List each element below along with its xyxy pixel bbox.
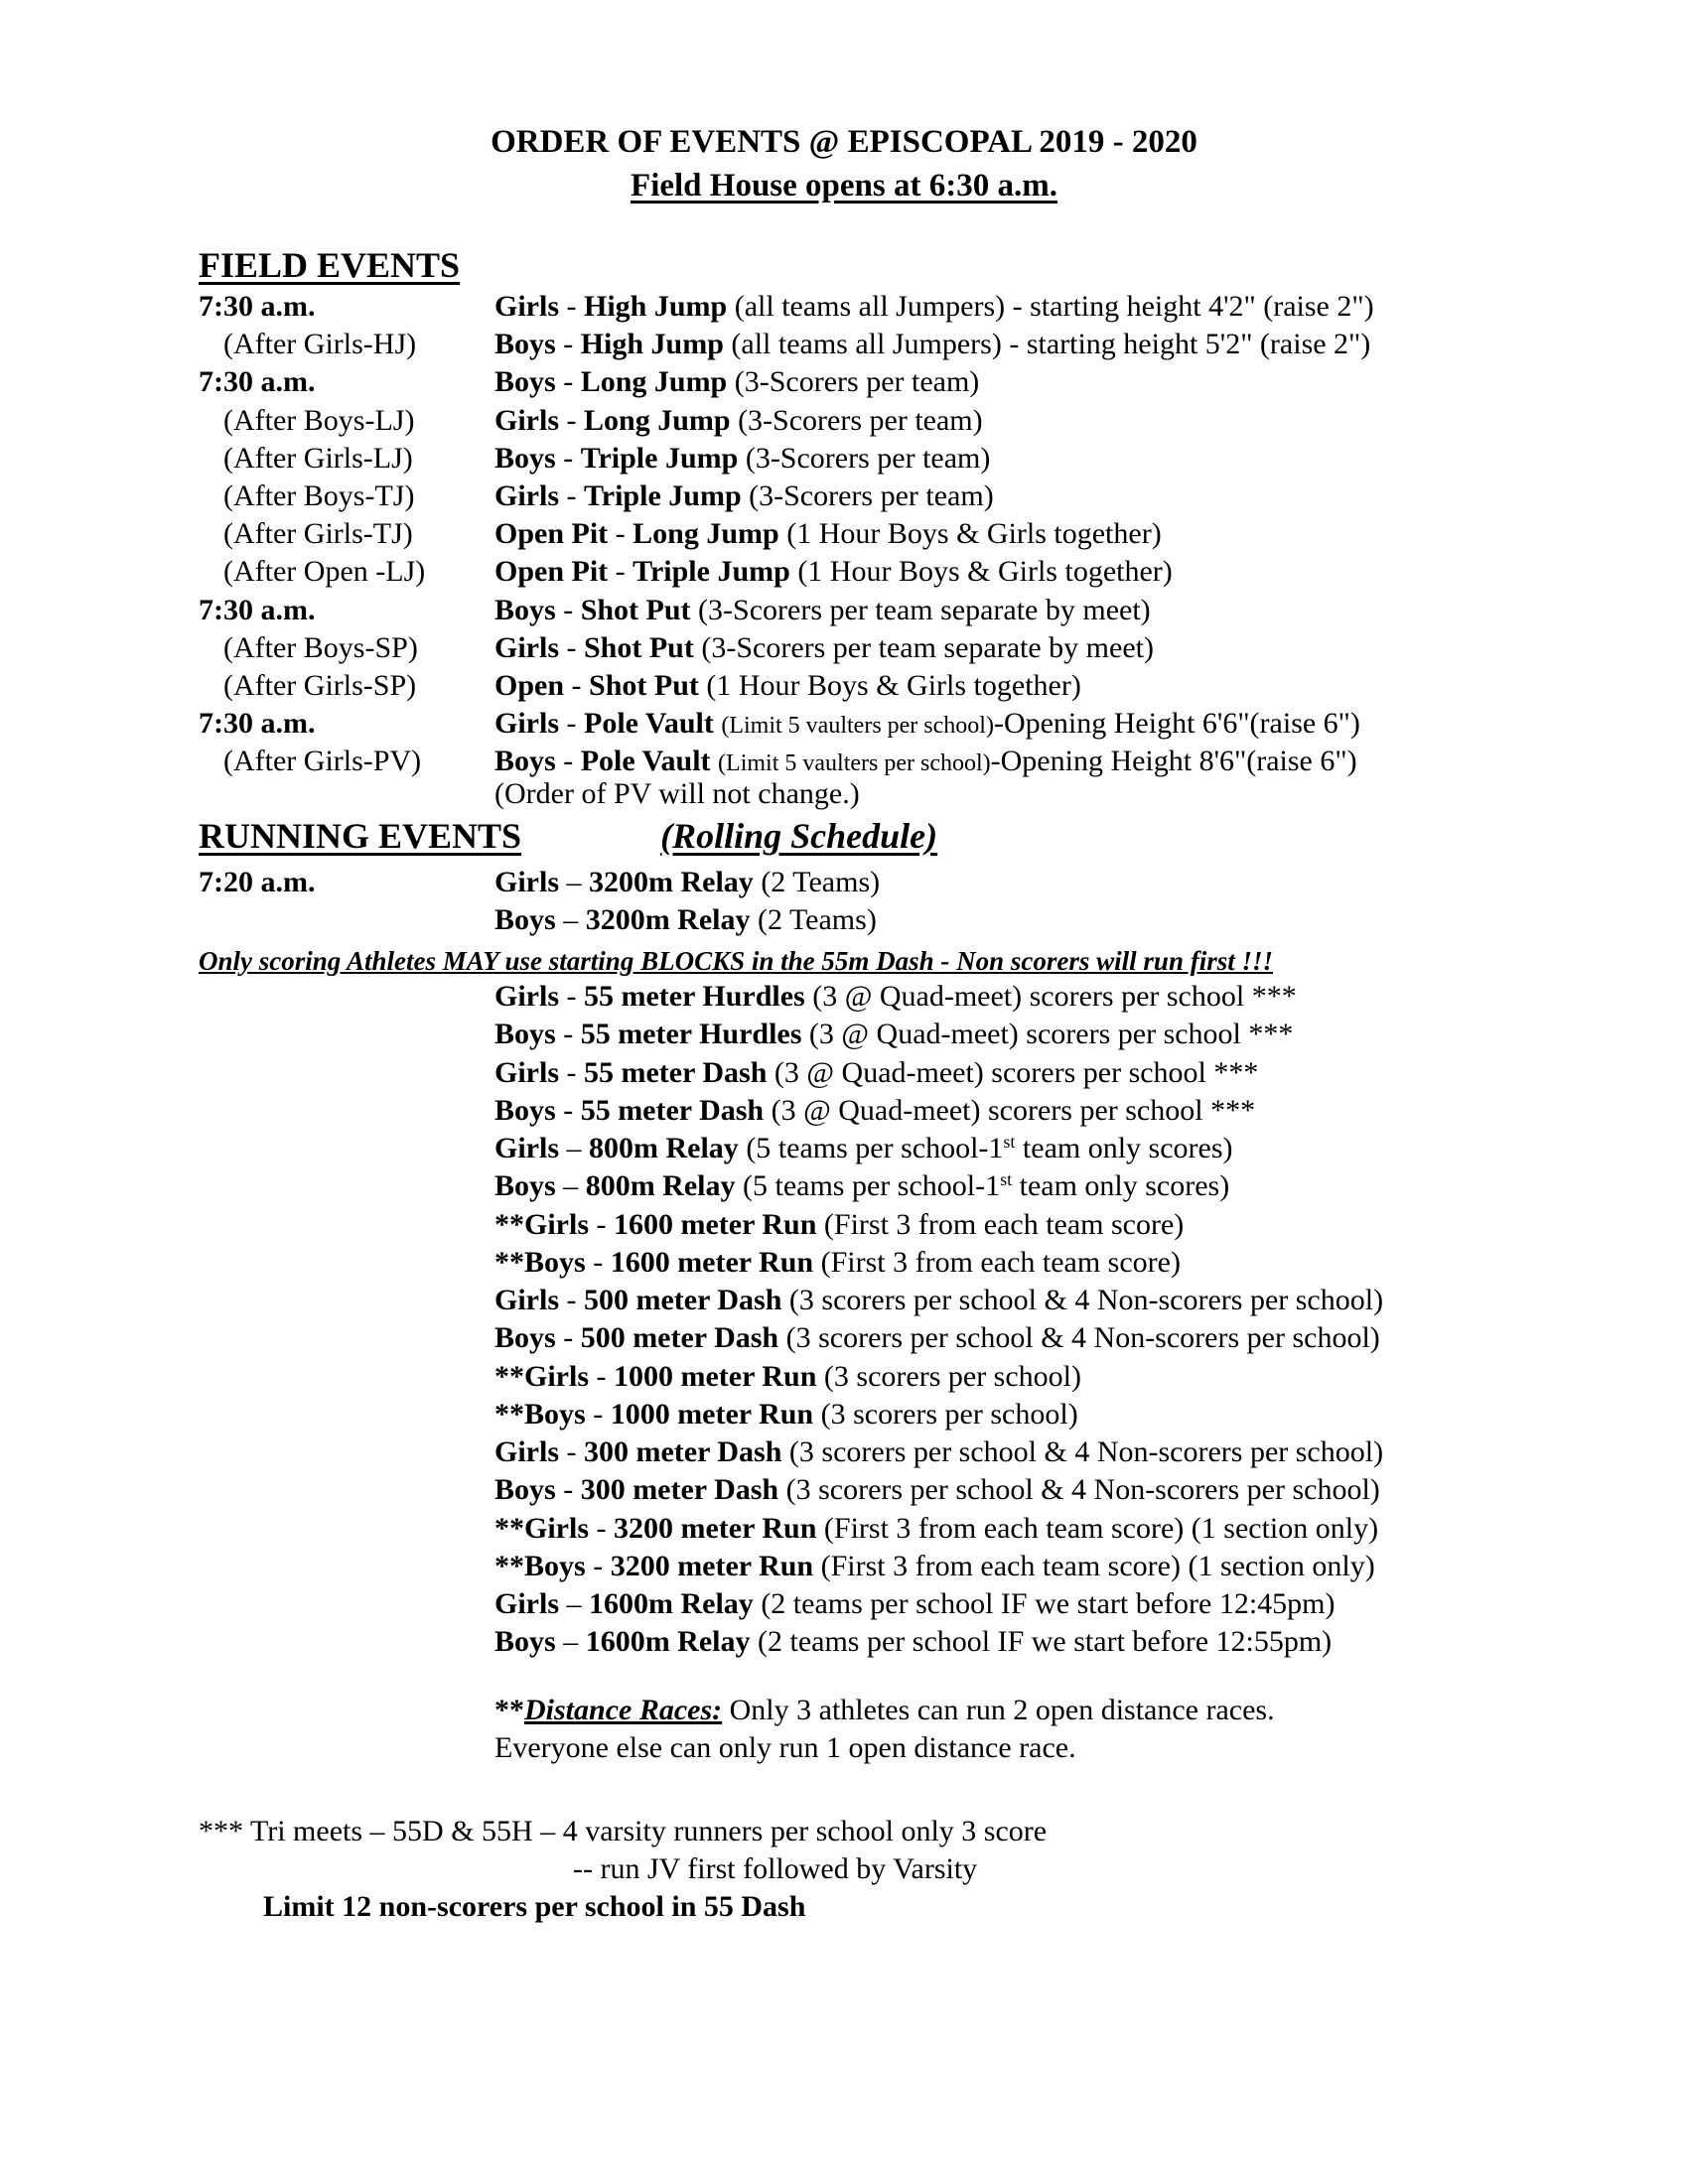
- event-description: **Boys - 1000 meter Run (3 scorers per school): [494, 1397, 1078, 1431]
- field-event-row: [0, 440, 1688, 478]
- event-description: Girls - High Jump (all teams all Jumpers) - starting height 4'2" (raise 2"): [494, 290, 1374, 323]
- event-limit: (Limit 5 vaulters per school): [718, 751, 991, 777]
- event-group: Girls: [524, 1207, 589, 1241]
- event-details: (2 Teams): [758, 903, 877, 936]
- event-details: (3-Scorers per team): [749, 479, 994, 512]
- event-group: Boys: [494, 1018, 556, 1051]
- event-description: Boys - Shot Put (3-Scorers per team separate by meet): [494, 593, 1151, 626]
- event-name: 55 meter Hurdles: [580, 1018, 802, 1051]
- event-group: Boys: [524, 1245, 586, 1279]
- event-description: Girls - 55 meter Dash (3 @ Quad-meet) scorers per school ***: [494, 1055, 1259, 1089]
- event-prefix: **: [494, 1397, 524, 1431]
- blocks-notice: Only scoring Athletes MAY use starting BLOCKS in the 55m Dash - Non scorers will run first !!!: [199, 946, 1273, 976]
- event-description: **Boys - 3200 meter Run (First 3 from each team score) (1 section only): [494, 1549, 1375, 1582]
- event-time: 7:30 a.m.: [199, 365, 316, 399]
- event-group: Girls: [494, 1055, 559, 1089]
- field-event-row: [0, 363, 1688, 401]
- event-description: Girls - Pole Vault (Limit 5 vaulters per school)-Opening Height 6'6"(raise 6"): [494, 707, 1360, 741]
- event-details: (3 @ Quad-meet) scorers per school ***: [808, 1018, 1294, 1051]
- event-details: (3 scorers per school): [820, 1397, 1078, 1431]
- event-name: 500 meter Dash: [580, 1321, 779, 1355]
- running-event-row: [0, 1623, 1688, 1661]
- event-description: Girls - Long Jump (3-Scorers per team): [494, 403, 983, 437]
- event-name: 1000 meter Run: [610, 1397, 814, 1431]
- event-group: Girls: [494, 866, 559, 898]
- field-event-row: [0, 288, 1688, 326]
- event-group: Girls: [494, 1435, 559, 1468]
- event-description: Open - Shot Put (1 Hour Boys & Girls together): [494, 669, 1081, 702]
- event-description: Open Pit - Long Jump (1 Hour Boys & Girls together): [494, 517, 1162, 551]
- event-group: Girls: [494, 1284, 559, 1316]
- running-events-heading: RUNNING EVENTS (Rolling Schedule): [199, 816, 938, 856]
- event-prefix: **: [494, 1511, 524, 1545]
- event-details: (First 3 from each team score): [823, 1207, 1185, 1241]
- tri-meets-note: *** Tri meets – 55D & 55H – 4 varsity runners per school only 3 score: [199, 1815, 1048, 1847]
- event-description: Girls – 3200m Relay (2 Teams): [494, 866, 881, 898]
- event-details: (5 teams per school-1: [743, 1169, 1001, 1203]
- event-name: Pole Vault: [580, 745, 711, 778]
- event-description: Boys – 3200m Relay (2 Teams): [494, 903, 877, 936]
- running-event-row: [0, 1206, 1688, 1244]
- event-name: 1600m Relay: [589, 1587, 754, 1620]
- event-name: Triple Jump: [633, 555, 790, 589]
- event-details: (3-Scorers per team): [738, 403, 983, 437]
- event-group: Boys: [494, 365, 556, 399]
- event-group: Open: [494, 669, 565, 702]
- event-group: Girls: [494, 1587, 559, 1620]
- event-details: (3 scorers per school & 4 Non-scorers per school): [788, 1435, 1384, 1468]
- event-group: Open Pit: [494, 517, 609, 551]
- event-name: 800m Relay: [585, 1169, 736, 1203]
- event-time: (After Girls-LJ): [223, 441, 413, 475]
- event-description: Boys - 300 meter Dash (3 scorers per school & 4 Non-scorers per school): [494, 1473, 1380, 1507]
- event-group: Girls: [494, 290, 559, 323]
- page-subtitle: Field House opens at 6:30 a.m.: [631, 168, 1057, 204]
- event-description: Girls - Shot Put (3-Scorers per team separate by meet): [494, 630, 1154, 664]
- event-description: Girls - 300 meter Dash (3 scorers per school & 4 Non-scorers per school): [494, 1435, 1384, 1468]
- event-description: Girls - Triple Jump (3-Scorers per team): [494, 479, 994, 512]
- event-name: 3200 meter Run: [614, 1511, 817, 1545]
- event-details: (2 teams per school IF we start before 12:45pm): [761, 1587, 1336, 1620]
- event-group: Boys: [494, 1625, 556, 1659]
- field-event-row: [0, 402, 1688, 440]
- running-event-row: [0, 1167, 1688, 1205]
- event-description: Boys – 800m Relay (5 teams per school-1st team only scores): [494, 1169, 1230, 1203]
- event-details: (First 3 from each team score) (1 section only): [823, 1511, 1379, 1545]
- event-time: 7:30 a.m.: [199, 593, 316, 626]
- event-group: Girls: [494, 479, 559, 512]
- field-event-row: [0, 629, 1688, 667]
- event-details: (3-Scorers per team): [734, 365, 980, 399]
- event-group: Girls: [494, 1132, 559, 1164]
- event-group: Boys: [494, 441, 556, 475]
- event-group: Boys: [524, 1549, 586, 1582]
- event-group: Boys: [494, 903, 556, 936]
- event-superscript: st: [1000, 1169, 1013, 1190]
- event-group: Girls: [524, 1359, 589, 1393]
- running-event-row: [0, 1396, 1688, 1433]
- event-description: Boys - 55 meter Dash (3 @ Quad-meet) scorers per school ***: [494, 1093, 1256, 1127]
- event-details: (3 @ Quad-meet) scorers per school ***: [774, 1055, 1259, 1089]
- event-name: Long Jump: [580, 365, 728, 399]
- event-group: Boys: [494, 745, 556, 778]
- event-details-cont: team only scores): [1012, 1169, 1230, 1203]
- field-events-heading: FIELD EVENTS: [199, 245, 461, 285]
- field-event-row: [0, 478, 1688, 515]
- event-description: Boys - Triple Jump (3-Scorers per team): [494, 441, 991, 475]
- distance-races-note-2: Everyone else can only run 1 open distance race.: [494, 1731, 1076, 1764]
- event-time: (After Girls-TJ): [223, 517, 413, 551]
- event-group: Boys: [494, 593, 556, 626]
- running-event-row: [0, 1510, 1688, 1548]
- running-event-row: [0, 1130, 1688, 1167]
- event-group: Girls: [524, 1511, 589, 1545]
- event-details: (2 Teams): [761, 866, 881, 898]
- event-name: 55 meter Hurdles: [584, 980, 805, 1013]
- field-event-row: [0, 326, 1688, 363]
- event-time: 7:30 a.m.: [199, 290, 316, 323]
- event-time: (After Girls-SP): [223, 669, 417, 702]
- event-name: 3200m Relay: [589, 866, 754, 898]
- event-name: Triple Jump: [580, 441, 739, 475]
- running-event-row: [0, 1016, 1688, 1053]
- event-details: (3 scorers per school & 4 Non-scorers per school): [785, 1473, 1380, 1507]
- event-details: (3 scorers per school & 4 Non-scorers per school): [788, 1284, 1384, 1316]
- event-name: Shot Put: [580, 593, 691, 626]
- event-name: 55 meter Dash: [580, 1093, 765, 1127]
- event-group: Boys: [494, 1321, 556, 1355]
- event-description: Boys – 1600m Relay (2 teams per school IF we start before 12:55pm): [494, 1625, 1333, 1659]
- event-description: **Boys - 1600 meter Run (First 3 from each team score): [494, 1245, 1181, 1279]
- running-event-row: [0, 1548, 1688, 1585]
- event-name: High Jump: [584, 290, 728, 323]
- event-group: Boys: [494, 1093, 556, 1127]
- event-details-cont: team only scores): [1015, 1132, 1233, 1164]
- event-name: Shot Put: [584, 630, 694, 664]
- event-name: Pole Vault: [584, 707, 714, 741]
- pv-note: (Order of PV will not change.): [494, 777, 860, 810]
- event-details: (3 scorers per school): [823, 1359, 1081, 1393]
- relay-row: [0, 864, 1688, 901]
- event-name: 800m Relay: [589, 1132, 739, 1164]
- event-details: (First 3 from each team score): [820, 1245, 1181, 1279]
- event-details: (1 Hour Boys & Girls together): [786, 517, 1162, 551]
- event-name: 1600 meter Run: [614, 1207, 817, 1241]
- event-details: (all teams all Jumpers) - starting height 4'2" (raise 2"): [734, 290, 1374, 323]
- event-details: -Opening Height 8'6"(raise 6"): [990, 745, 1357, 778]
- event-prefix: **: [494, 1359, 524, 1393]
- event-name: 500 meter Dash: [584, 1284, 782, 1316]
- running-event-row: [0, 1585, 1688, 1623]
- event-name: Shot Put: [589, 669, 699, 702]
- event-group: Boys: [494, 1169, 556, 1203]
- event-time: (After Boys-LJ): [223, 403, 415, 437]
- field-event-row: [0, 705, 1688, 743]
- event-time: 7:20 a.m.: [199, 866, 316, 898]
- event-limit: (Limit 5 vaulters per school): [721, 713, 994, 740]
- running-event-row: [0, 1282, 1688, 1319]
- event-time: (After Girls-HJ): [223, 328, 417, 361]
- event-name: 55 meter Dash: [584, 1055, 768, 1089]
- event-details: (3-Scorers per team separate by meet): [698, 593, 1151, 626]
- relay-row: [0, 901, 1688, 939]
- event-details: (3-Scorers per team): [745, 441, 991, 475]
- event-time: (After Boys-TJ): [223, 479, 415, 512]
- event-details: (all teams all Jumpers) - starting height 5'2" (raise 2"): [731, 328, 1371, 361]
- running-event-row: [0, 1054, 1688, 1092]
- event-time: (After Girls-PV): [223, 745, 422, 778]
- event-name: 1600m Relay: [585, 1625, 751, 1659]
- event-time: (After Boys-SP): [223, 630, 418, 664]
- event-group: Open Pit: [494, 555, 609, 589]
- event-group: Girls: [494, 707, 559, 741]
- event-details: (3 @ Quad-meet) scorers per school ***: [771, 1093, 1256, 1127]
- event-details: -Opening Height 6'6"(raise 6"): [993, 707, 1360, 741]
- event-prefix: **: [494, 1207, 524, 1241]
- field-event-row: [0, 667, 1688, 705]
- event-name: 3200m Relay: [585, 903, 751, 936]
- event-details: (1 Hour Boys & Girls together): [797, 555, 1173, 589]
- event-description: Girls – 1600m Relay (2 teams per school IF we start before 12:45pm): [494, 1587, 1336, 1620]
- rolling-schedule-note: (Rolling Schedule): [660, 816, 938, 856]
- running-event-row: [0, 1358, 1688, 1396]
- page-title: ORDER OF EVENTS @ EPISCOPAL 2019 - 2020: [491, 124, 1197, 160]
- event-description: **Girls - 1000 meter Run (3 scorers per school): [494, 1359, 1081, 1393]
- event-name: Long Jump: [584, 403, 731, 437]
- event-description: Open Pit - Triple Jump (1 Hour Boys & Girls together): [494, 555, 1173, 589]
- field-event-row: [0, 592, 1688, 629]
- event-name: 300 meter Dash: [580, 1473, 779, 1507]
- event-name: Long Jump: [633, 517, 779, 551]
- event-time: (After Open -LJ): [223, 555, 426, 589]
- event-name: 3200 meter Run: [610, 1549, 814, 1582]
- event-name: High Jump: [580, 328, 724, 361]
- field-event-row: [0, 553, 1688, 591]
- running-event-row: [0, 1433, 1688, 1471]
- event-details: (2 teams per school IF we start before 12:55pm): [758, 1625, 1333, 1659]
- event-description: Girls - 55 meter Hurdles (3 @ Quad-meet) scorers per school ***: [494, 980, 1297, 1013]
- running-event-row: [0, 978, 1688, 1016]
- distance-races-note: **Distance Races: Only 3 athletes can run 2 open distance races.: [494, 1694, 1275, 1726]
- event-name: 1000 meter Run: [614, 1359, 817, 1393]
- event-group: Girls: [494, 403, 559, 437]
- event-name: Triple Jump: [584, 479, 742, 512]
- non-scorer-limit-note: Limit 12 non-scorers per school in 55 Dash: [263, 1890, 806, 1923]
- event-prefix: **: [494, 1549, 524, 1582]
- event-group: Girls: [494, 630, 559, 664]
- field-event-row: [0, 515, 1688, 553]
- event-time: 7:30 a.m.: [199, 707, 316, 741]
- running-event-row: [0, 1319, 1688, 1357]
- running-event-row: [0, 1244, 1688, 1282]
- event-details: (1 Hour Boys & Girls together): [706, 669, 1081, 702]
- event-group: Boys: [494, 1473, 556, 1507]
- event-details: (First 3 from each team score) (1 section only): [820, 1549, 1375, 1582]
- event-details: (5 teams per school-1: [746, 1132, 1004, 1164]
- event-description: Boys - Long Jump (3-Scorers per team): [494, 365, 980, 399]
- event-group: Boys: [524, 1397, 586, 1431]
- running-event-row: [0, 1092, 1688, 1130]
- running-event-row: [0, 1471, 1688, 1509]
- event-description: **Girls - 1600 meter Run (First 3 from each team score): [494, 1207, 1185, 1241]
- event-description: Girls – 800m Relay (5 teams per school-1st team only scores): [494, 1132, 1233, 1164]
- event-description: Boys - 500 meter Dash (3 scorers per school & 4 Non-scorers per school): [494, 1321, 1380, 1355]
- event-description: **Girls - 3200 meter Run (First 3 from each team score) (1 section only): [494, 1511, 1379, 1545]
- event-prefix: **: [494, 1245, 524, 1279]
- event-description: Boys - High Jump (all teams all Jumpers) - starting height 5'2" (raise 2"): [494, 328, 1371, 361]
- event-name: 1600 meter Run: [610, 1245, 814, 1279]
- event-group: Girls: [494, 980, 559, 1013]
- event-description: Boys - Pole Vault (Limit 5 vaulters per school)-Opening Height 8'6"(raise 6"): [494, 745, 1357, 778]
- event-description: Boys - 55 meter Hurdles (3 @ Quad-meet) scorers per school ***: [494, 1018, 1294, 1051]
- jv-note: -- run JV first followed by Varsity: [573, 1852, 978, 1885]
- event-description: Girls - 500 meter Dash (3 scorers per school & 4 Non-scorers per school): [494, 1284, 1384, 1316]
- event-superscript: st: [1003, 1132, 1016, 1152]
- event-name: 300 meter Dash: [584, 1435, 782, 1468]
- event-details: (3 @ Quad-meet) scorers per school ***: [812, 980, 1297, 1013]
- event-details: (3 scorers per school & 4 Non-scorers per school): [785, 1321, 1380, 1355]
- event-details: (3-Scorers per team separate by meet): [701, 630, 1154, 664]
- event-group: Boys: [494, 328, 556, 361]
